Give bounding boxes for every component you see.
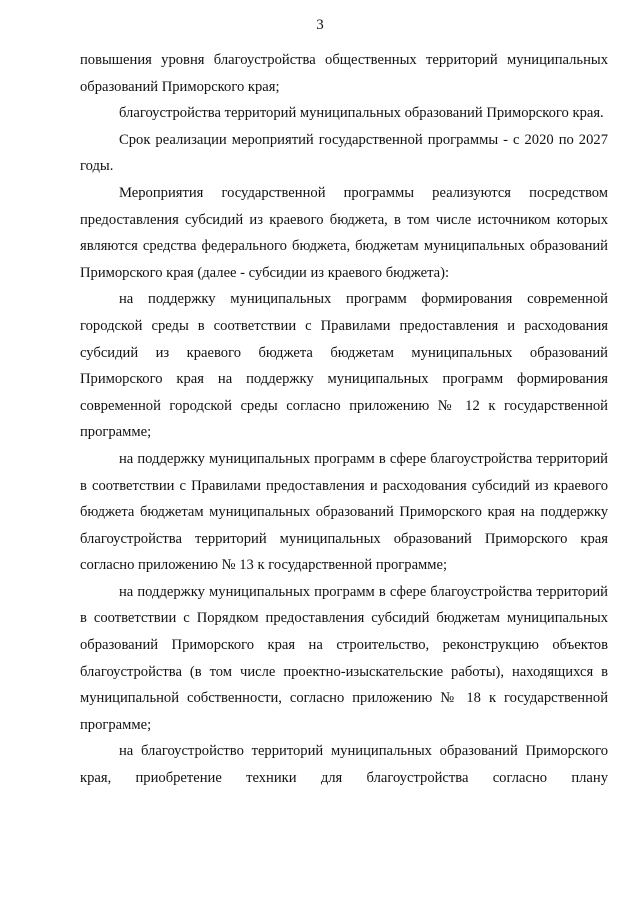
document-body — [80, 47, 608, 792]
paragraph-program-term: Срок реализации мероприятий государственной программы - с 2020 по 2027 годы. — [80, 131, 608, 175]
paragraph-subsidy-equipment: на благоустройство территорий муниципальных образований Приморского края, приобретение техники для благоустройства согласно плану — [80, 743, 608, 787]
paragraph-program-measures: Мероприятия государственной программы реализуются посредством предоставления субсидий из краевого бюджета, в том числе источником которых являются средства федерального бюджета, бюджетам муниципальных образований Приморского края (далее - субсидии из краевого бюджета): — [80, 184, 608, 281]
paragraph-subsidy-territory-improvement: на поддержку муниципальных программ в сфере благоустройства территорий в соответствии с Правилами предоставления и расходования субсидий из краевого бюджета бюджетам муниципальных образований Приморского края на поддержку благоустройства территорий муниципальных образований Приморского края согласно приложению № 13 к государственной программе; — [80, 450, 608, 574]
paragraph-subsidy-urban-environment: на поддержку муниципальных программ формирования современной городской среды в соответствии с Правилами предоставления и расходования субсидий из краевого бюджета бюджетам муниципальных образований Приморского края на поддержку муниципальных программ формирования современной городской среды согласно приложению № 12 к государственной программе; — [80, 291, 608, 441]
paragraph-continued-list-item: повышения уровня благоустройства общественных территорий муниципальных образований Приморского края; — [80, 52, 608, 95]
page-number: 3 — [316, 17, 324, 33]
paragraph-list-item: благоустройства территорий муниципальных образований Приморского края. — [119, 105, 604, 122]
paragraph-subsidy-construction: на поддержку муниципальных программ в сфере благоустройства территорий в соответствии с Порядком предоставления субсидий бюджетам муниципальных образований Приморского края на строительство, реконструкцию объектов благоустройства (в том числе проектно-изыскательские работы), находящихся в муниципальной собственности, согласно приложению № 18 к государственной программе; — [80, 583, 608, 733]
